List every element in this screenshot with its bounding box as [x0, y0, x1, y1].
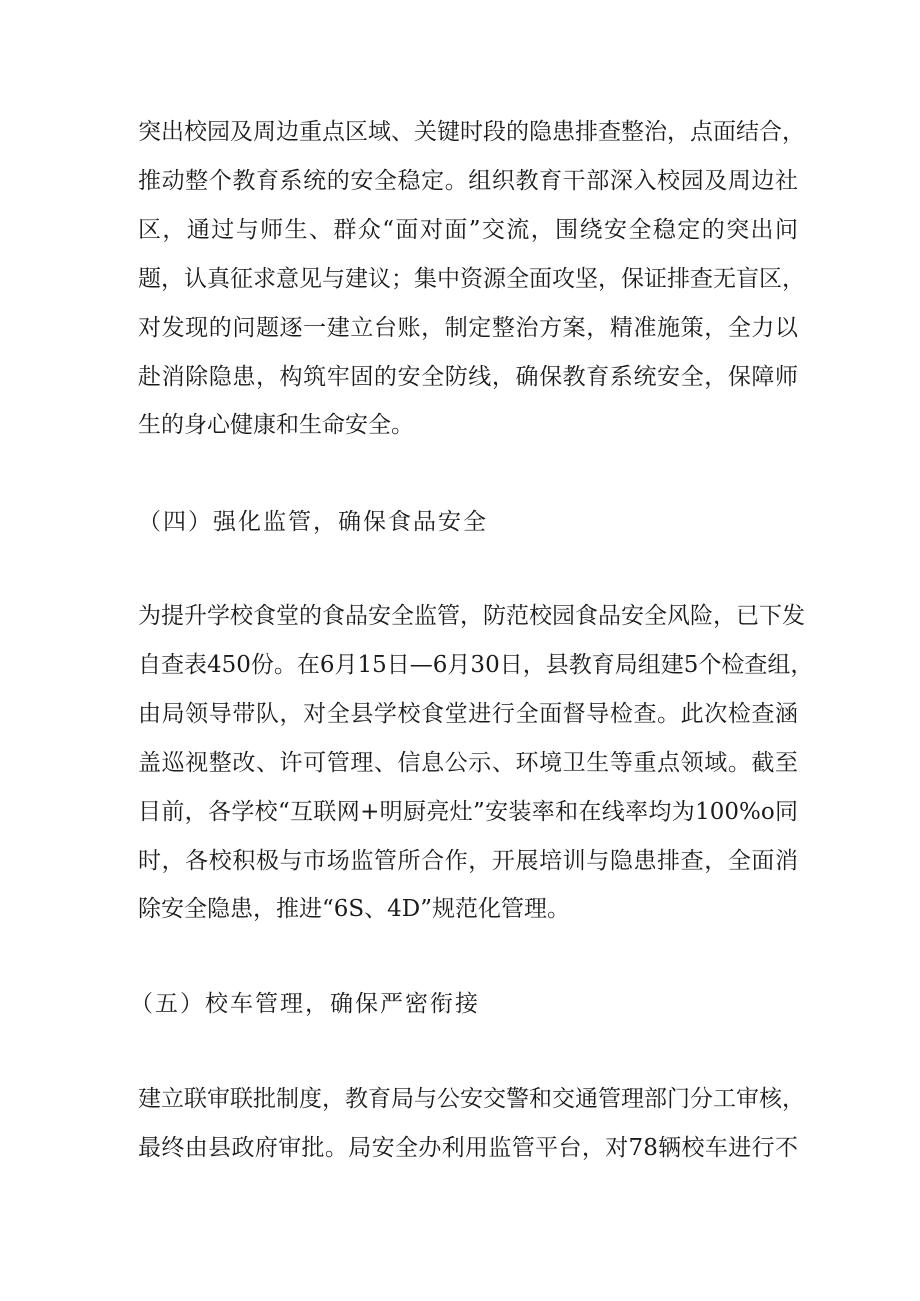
section-heading-4: （四）强化监管，确保食品安全	[138, 509, 488, 535]
paragraph-1-line-7: 生的身心健康和生命安全。	[138, 412, 414, 438]
paragraph-1-line-1: 突出校园及周边重点区域、关键时段的隐患排查整治，点面结合，	[138, 119, 805, 145]
paragraph-3-line-1: 建立联审联批制度，教育局与公安交警和交通管理部门分工审核，	[138, 1086, 805, 1112]
paragraph-3-line-2: 最终由县政府审批。局安全办利用监管平台，对78辆校车进行不	[138, 1135, 798, 1161]
section-heading-5: （五）校车管理，确保严密衔接	[130, 991, 480, 1017]
paragraph-2-line-3: 由局领导带队，对全县学校食堂进行全面督导检查。此次检查涵	[138, 701, 798, 727]
paragraph-2-line-1: 为提升学校食堂的食品安全监管，防范校园食品安全风险，已下发	[138, 603, 805, 629]
paragraph-2-line-5: 目前，各学校“互联网+明厨亮灶”安装率和在线率均为100%o同	[138, 799, 798, 825]
paragraph-1-line-3: 区，通过与师生、群众“面对面”交流，围绕安全稳定的突出问	[138, 217, 798, 243]
paragraph-1-line-2: 推动整个教育系统的安全稳定。组织教育干部深入校园及周边社	[138, 168, 798, 194]
paragraph-2-line-7: 除安全隐患，推进“6S、4D”规范化管理。	[138, 896, 570, 922]
paragraph-1-line-5: 对发现的问题逐一建立台账，制定整治方案，精准施策，全力以	[138, 315, 798, 341]
paragraph-1-line-6: 赴消除隐患，构筑牢固的安全防线，确保教育系统安全，保障师	[138, 364, 798, 390]
paragraph-2-line-4: 盖巡视整改、许可管理、信息公示、环境卫生等重点领域。截至	[138, 750, 798, 776]
paragraph-2-line-6: 时，各校积极与市场监管所合作，开展培训与隐患排查，全面消	[138, 848, 798, 874]
paragraph-2-line-2: 自查表450份。在6月15日—6月30日，县教育局组建5个检查组，	[138, 652, 814, 678]
paragraph-1-line-4: 题，认真征求意见与建议；集中资源全面攻坚，保证排查无盲区，	[138, 266, 805, 292]
